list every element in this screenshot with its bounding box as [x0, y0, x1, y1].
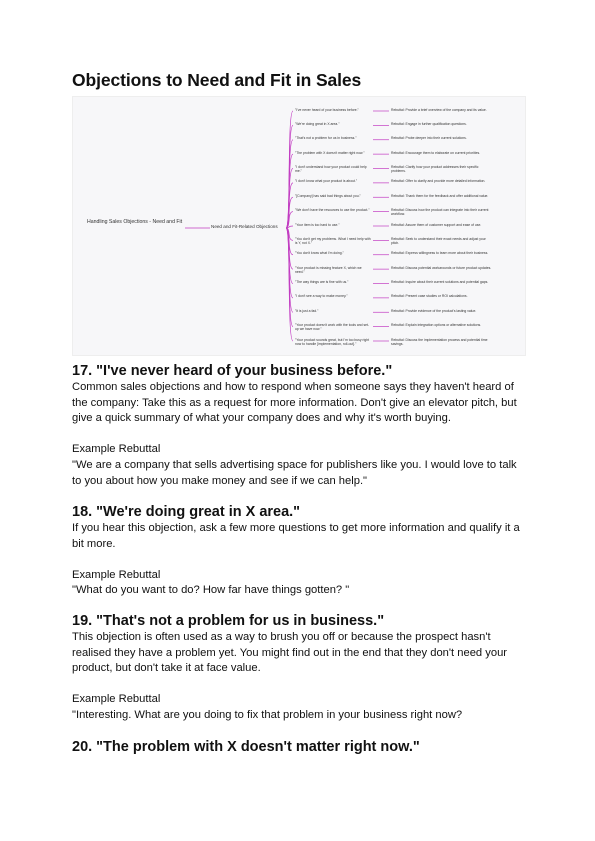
- section-17: [72, 362, 527, 489]
- mindmap-rebuttal-node: Rebuttal: Assure them of customer support and ease of use.: [391, 222, 482, 227]
- mindmap-objection-node: "You don't get my problems. What I need help with is Y, not X.": [295, 236, 371, 246]
- mindmap-rebuttal-node: Rebuttal: Probe deeper into their current solutions.: [391, 136, 467, 141]
- mindmap-rebuttal-node: Rebuttal: Offer to clarify and provide more detailed information.: [391, 179, 486, 184]
- mindmap-objection-node: "I don't see a way to make money.": [295, 294, 348, 299]
- section-19: [72, 612, 527, 724]
- section-heading: 20. "The problem with X doesn't matter right now.": [72, 739, 420, 755]
- mindmap-objection-node: "Your item is too hard to use.": [295, 222, 340, 227]
- mindmap-objection-node: "That's not a problem for us in business.": [295, 136, 357, 141]
- mindmap-objection-node: "I've never heard of your business before.": [295, 107, 359, 112]
- mindmap-objection-node: "Your product doesn't work with the tools and set-up we have now.": [295, 323, 370, 332]
- rebuttal-text: "We are a company that sells advertising space for publishers like you. I would love to talk to you about how you make money and see if we can help.": [72, 458, 517, 487]
- mindmap-objection-node: "We're doing great in X area.": [295, 121, 340, 126]
- section-body: If you hear this objection, ask a few more questions to get more information and qualify it a bit more.: [72, 522, 520, 550]
- mindmap-rebuttal-node: Rebuttal: Discuss potential workarounds or future product updates.: [391, 265, 492, 270]
- rebuttal-label: Example Rebuttal: [72, 693, 161, 706]
- mindmap-rebuttal-node: Rebuttal: Present case studies or ROI calculations.: [391, 294, 468, 299]
- mindmap-rebuttal-node: Rebuttal: Encourage them to elaborate on current priorities.: [391, 150, 481, 155]
- mindmap-objection-node: "It is just a fad.": [295, 308, 319, 313]
- mindmap-objection-node: "I don't understand how your product could help me.": [295, 165, 367, 174]
- mindmap-root-node: Handling Sales Objections - Need and Fit: [87, 219, 183, 225]
- mindmap-objection-node: "[Company] has said bad things about you.": [295, 193, 361, 198]
- section-body: This objection is often used as a way to brush you off or because the prospect hasn't realised they have a problem yet. You might find out in the end that they don't need your product, but don't take it at face value.: [72, 631, 508, 675]
- mindmap-rebuttal-node: Rebuttal: Seek to understand their exact needs and adjust your pitch.: [391, 236, 486, 246]
- section-heading: 17. "I've never heard of your business before.": [72, 363, 393, 379]
- mindmap-rebuttal-node: Rebuttal: Provide a brief overview of the company and its value.: [391, 107, 487, 112]
- mindmap-rebuttal-node: Rebuttal: Express willingness to learn more about their business.: [391, 251, 489, 256]
- mindmap-objection-node: "We don't have the resources to use the product.": [295, 208, 370, 213]
- rebuttal-label: Example Rebuttal: [72, 443, 161, 456]
- mindmap-rebuttal-node: Rebuttal: Clarify how your product addresses their specific problems.: [391, 165, 479, 174]
- mindmap-rebuttal-node: Rebuttal: Inquire about their current solutions and potential gaps.: [391, 280, 489, 284]
- rebuttal-label: Example Rebuttal: [72, 568, 161, 581]
- section-body: Common sales objections and how to respond when someone says they haven't heard of the company: Take this as a request for more information. Don't give an elevator pitch, but give a quick summary of what your company does and why it's worth buying.: [72, 381, 517, 425]
- mindmap-rebuttal-node: Rebuttal: Discuss how the product can integrate into their current workflow.: [391, 208, 489, 217]
- mindmap-objection-node: "You don't know what I'm doing.": [295, 251, 344, 256]
- mindmap-hub-node: Need and Fit-Related Objections: [211, 224, 278, 229]
- mindmap-objection-node: "I don't know what your product is about.": [295, 179, 358, 184]
- rebuttal-text: "What do you want to do? How far have things gotten? ": [72, 584, 350, 597]
- mindmap-objection-node: "The way things are is fine with us.": [295, 280, 349, 284]
- mindmap-rebuttal-node: Rebuttal: Provide evidence of the product's lasting value.: [391, 308, 477, 313]
- rebuttal-text: "Interesting. What are you doing to fix that problem in your business right now?: [72, 708, 463, 721]
- mindmap-rebuttal-node: Rebuttal: Engage in further qualification questions.: [391, 121, 467, 126]
- section-heading: 18. "We're doing great in X area.": [72, 504, 301, 520]
- mindmap-rebuttal-node: Rebuttal: Discuss the implementation process and potential time savings.: [391, 337, 488, 346]
- page-title: Objections to Need and Fit in Sales: [72, 70, 362, 90]
- section-heading: 19. "That's not a problem for us in business.": [72, 613, 385, 629]
- mindmap-image: [72, 96, 526, 356]
- mindmap-objection-node: "Your product is missing feature X, which we need.": [295, 265, 362, 274]
- mindmap-rebuttal-node: Rebuttal: Thank them for the feedback and offer additional value.: [391, 193, 489, 198]
- section-20: [72, 738, 527, 756]
- mindmap-objection-node: "The problem with X doesn't matter right now.": [295, 150, 365, 155]
- mindmap-objection-node: "Your product sounds great, but I'm too busy right now to handle [implementation, roll-out].": [295, 337, 370, 346]
- mindmap-rebuttal-node: Rebuttal: Explain integration options or alternative solutions.: [391, 323, 482, 328]
- section-18: [72, 503, 527, 599]
